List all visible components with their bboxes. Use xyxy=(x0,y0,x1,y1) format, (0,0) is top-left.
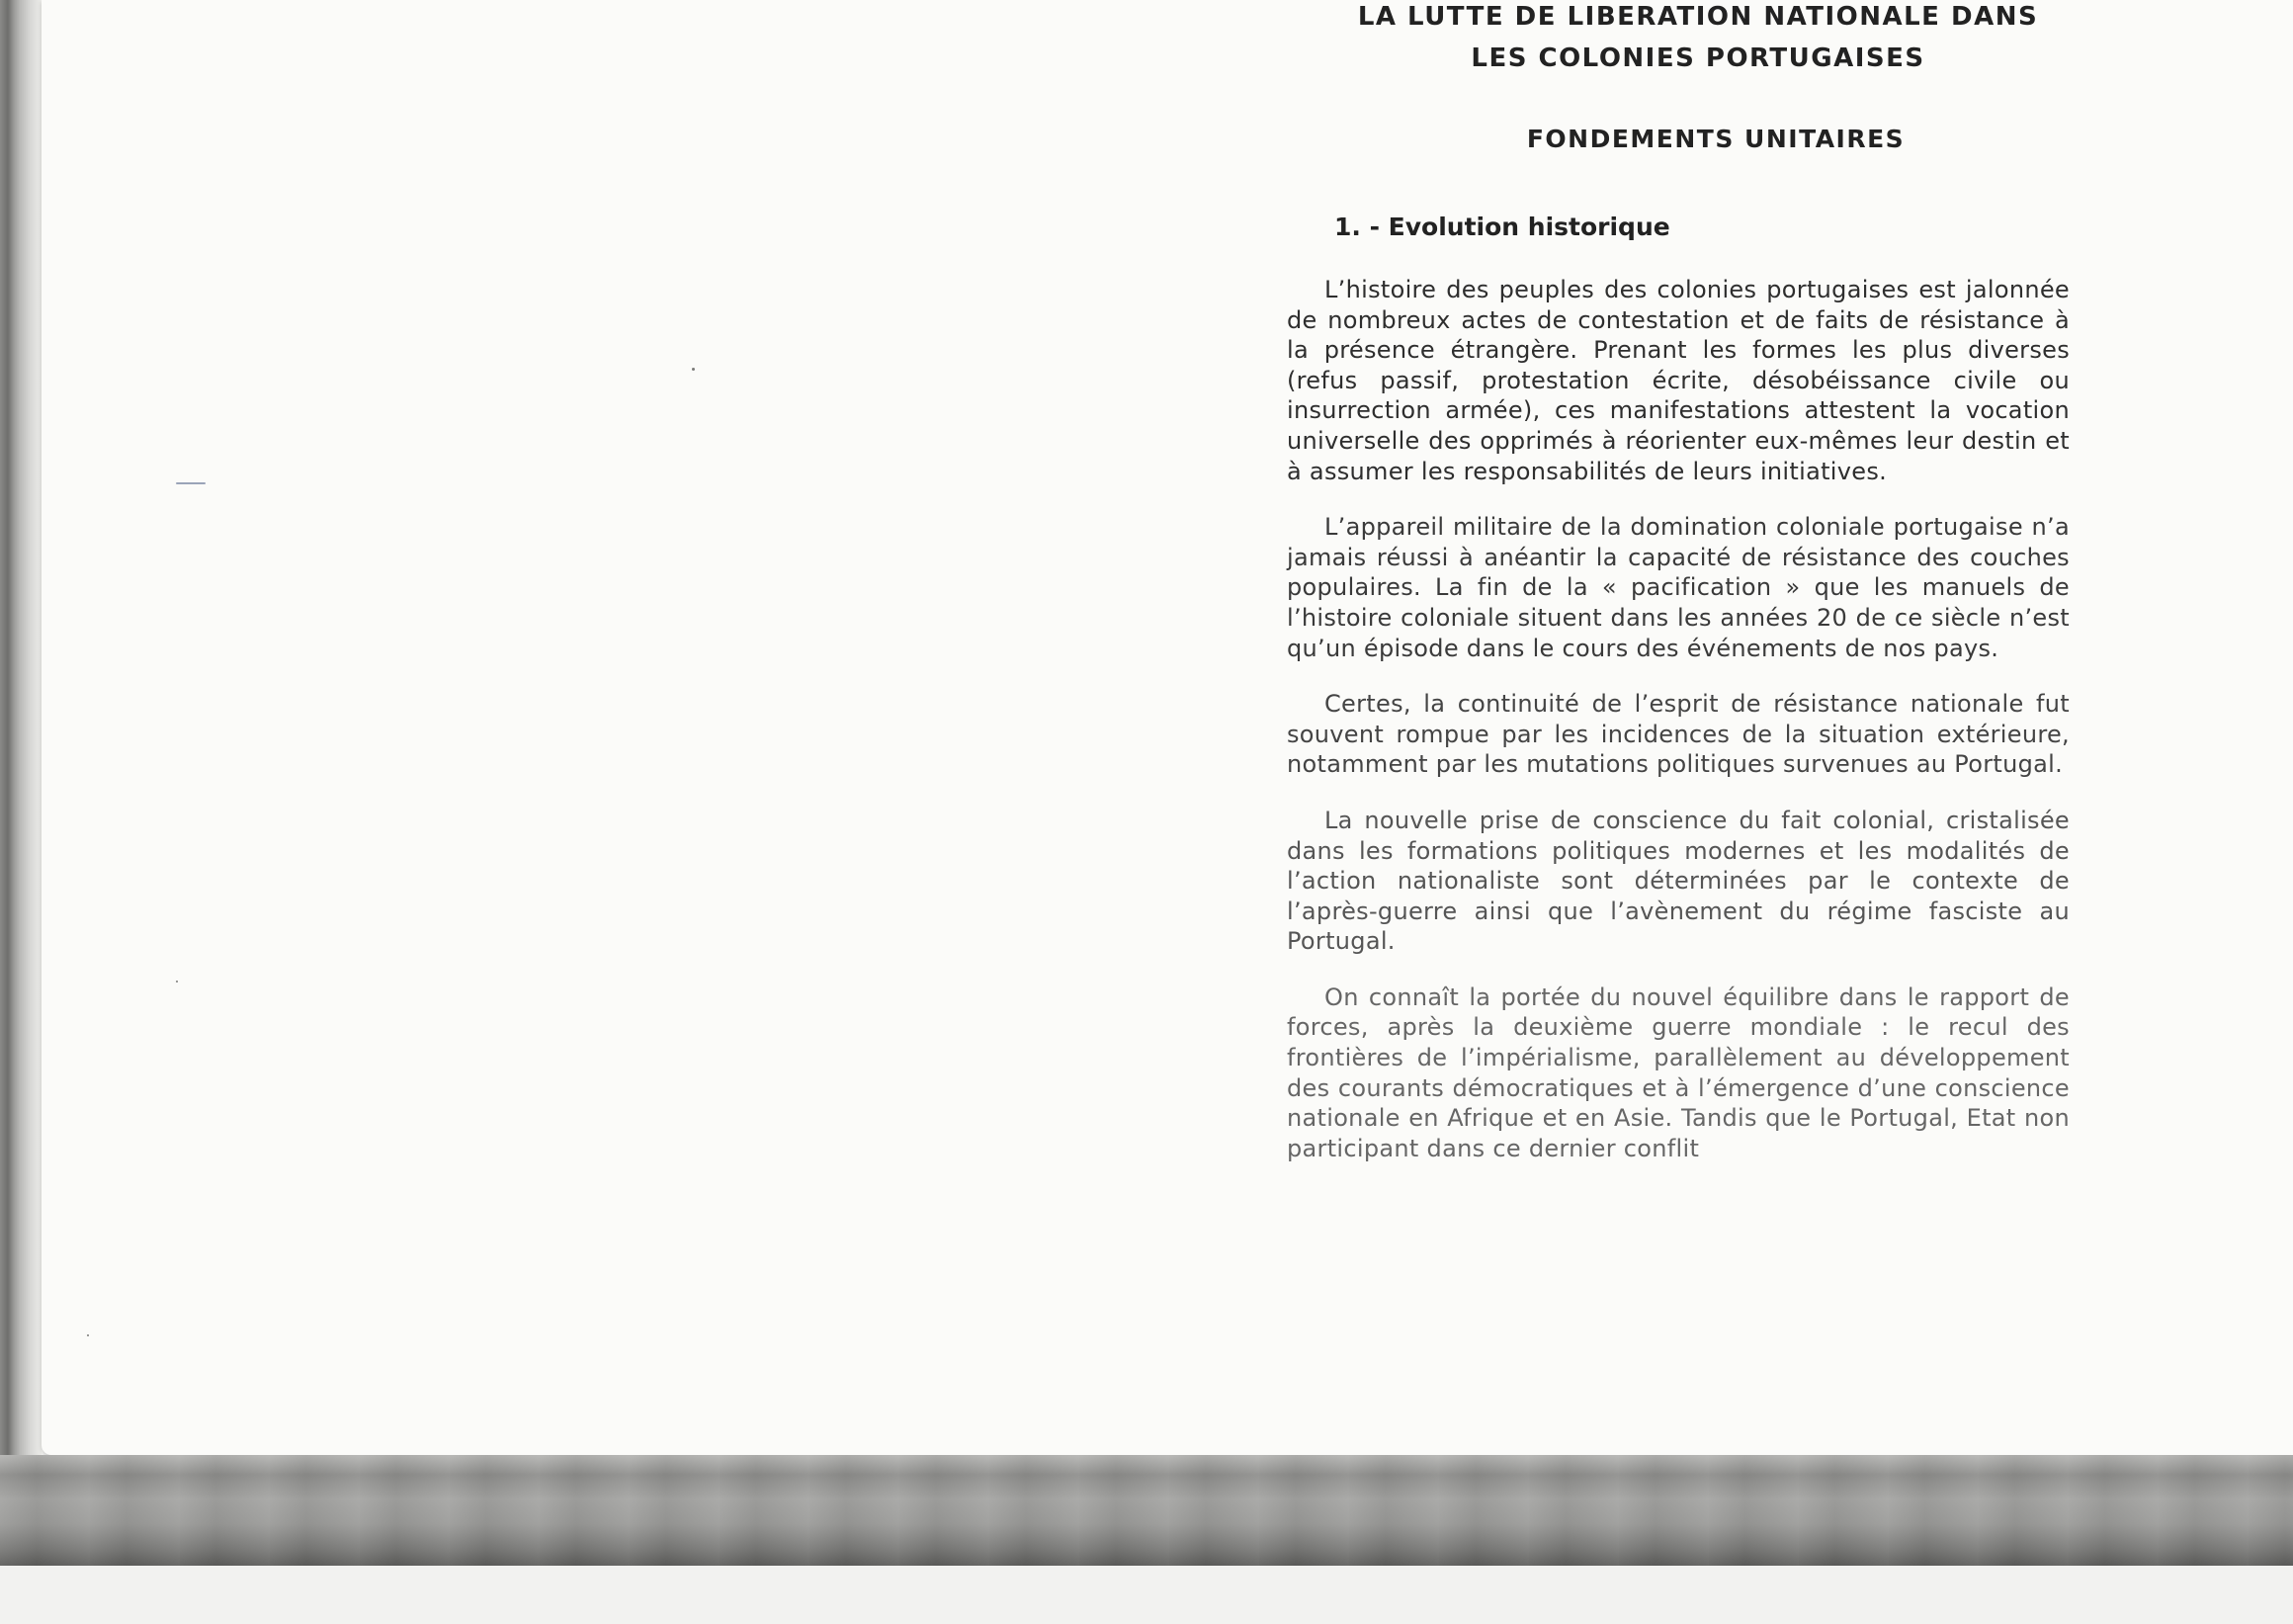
document-subtitle: FONDEMENTS UNITAIRES xyxy=(1526,125,1906,153)
paragraph: Certes, la continuité de l’esprit de résistance nationale fut souvent rompue par les incidences de la situation extérieure, notamment par les mutations politiques survenues au Portugal. xyxy=(1287,690,2070,779)
paper-speck xyxy=(176,482,206,484)
document-title-line-1: LA LUTTE DE LIBERATION NATIONALE DANS xyxy=(1357,2,2039,32)
book-binding-edge xyxy=(0,0,42,1468)
scanner-bed-edge xyxy=(0,1566,2293,1624)
paragraph: On connaît la portée du nouvel équilibre dans le rapport de forces, après la deuxième guerre mondiale : le recul des frontières de l’impérialisme, parallèlement au développement des courants démocratiques et à l’émergence d’une conscience nationale en Afrique et en Asie. Tandis que le Portugal, Etat non participant dans ce dernier conflit xyxy=(1287,983,2070,1162)
section-heading: 1. - Evolution historique xyxy=(1334,213,1670,241)
article-content xyxy=(1287,0,2070,1163)
paragraph: L’appareil militaire de la domination coloniale portugaise n’a jamais réussi à anéantir la capacité de résistance des couches populaires. La fin de la « pacification » que les manuels de l’histoire coloniale situent dans les années 20 de ce siècle n’est qu’un épisode dans le cours des événements de nos pays. xyxy=(1287,513,2070,662)
paper-speck xyxy=(692,368,695,371)
document-title-line-2: LES COLONIES PORTUGAISES xyxy=(1471,43,1925,73)
paragraph: L’histoire des peuples des colonies portugaises est jalonnée de nombreux actes de contestation et de faits de résistance à la présence étrangère. Prenant les formes les plus diverses (refus passif, protestation écrite, désobéissance civile ou insurrection armée), ces manifestations attestent la vocation universelle des opprimés à réorienter eux-mêmes leur destin et à assumer les responsabilités de leurs initiatives. xyxy=(1287,276,2070,485)
paragraph: La nouvelle prise de conscience du fait colonial, cristalisée dans les formations politiques modernes et les modalités de l’action nationaliste sont déterminées par le contexte de l’après-guerre ainsi que l’avènement du régime fasciste au Portugal. xyxy=(1287,806,2070,956)
paper-speck xyxy=(176,981,178,983)
paper-speck xyxy=(87,1334,89,1336)
scanner-bed-shadow xyxy=(0,1455,2293,1566)
